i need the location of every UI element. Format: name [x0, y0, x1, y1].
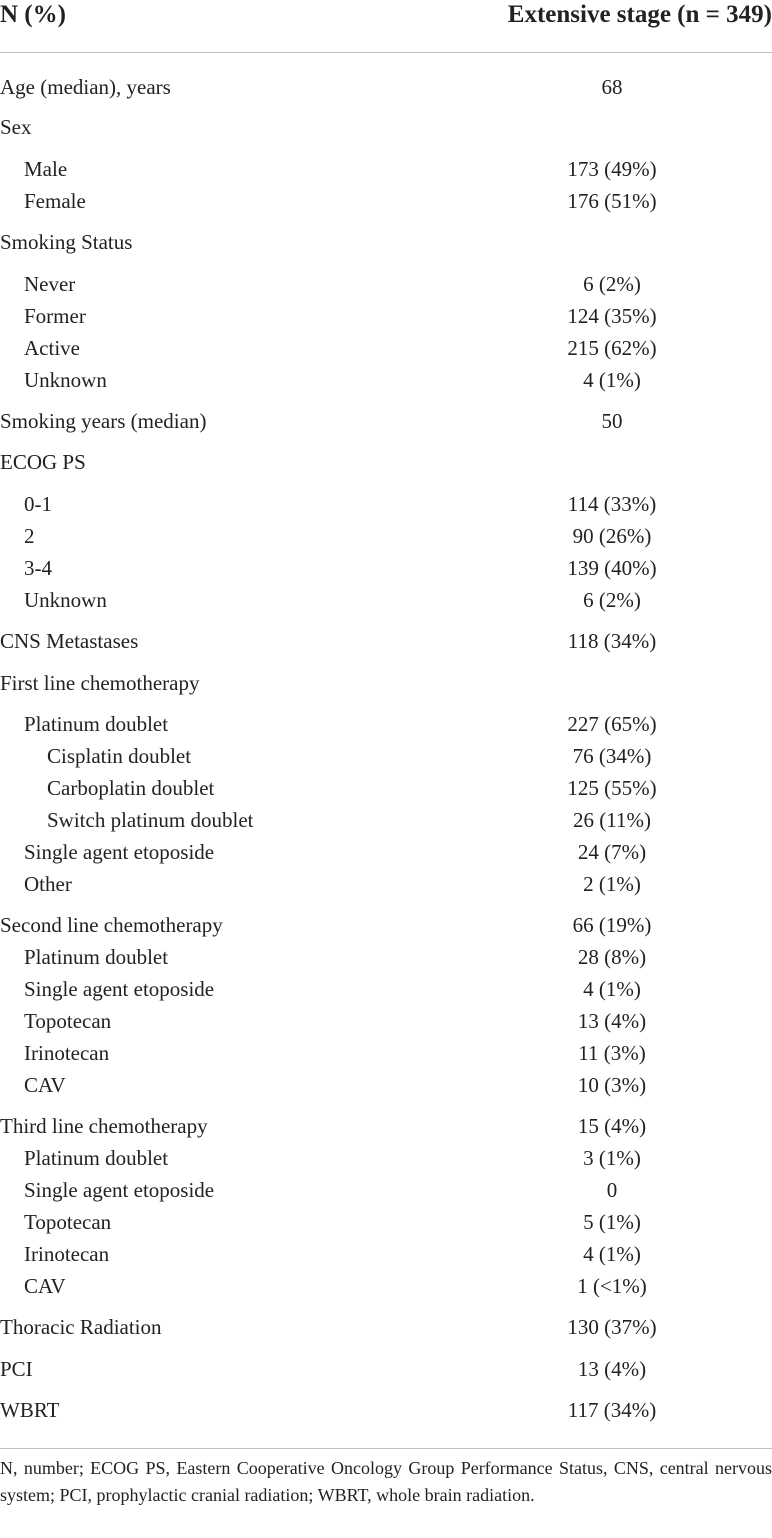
- row-value: 176 (51%): [567, 189, 657, 213]
- table-row: [0, 584, 772, 616]
- row-label: Topotecan: [24, 1009, 112, 1033]
- table-row: [0, 1311, 772, 1343]
- table-row: [0, 552, 772, 584]
- row-label: Irinotecan: [24, 1041, 110, 1065]
- row-value: 26 (11%): [573, 808, 651, 832]
- row-value: 173 (49%): [567, 157, 657, 181]
- table-row: [0, 1394, 772, 1426]
- row-label: Smoking years (median): [0, 409, 207, 433]
- row-label: Cisplatin doublet: [47, 744, 192, 768]
- table-row: [0, 625, 772, 657]
- row-value: 0: [606, 1178, 618, 1202]
- row-value: 6 (2%): [583, 272, 641, 296]
- row-label: CAV: [24, 1274, 66, 1298]
- row-value: 90 (26%): [572, 524, 652, 548]
- row-label: CNS Metastases: [0, 629, 139, 653]
- row-value: 114 (33%): [567, 492, 657, 516]
- row-label: Age (median), years: [0, 75, 171, 99]
- table-row: [0, 1142, 772, 1174]
- table-row: [0, 1069, 772, 1101]
- row-value: 11 (3%): [578, 1041, 646, 1065]
- row-value: 227 (65%): [567, 712, 657, 736]
- row-value: 6 (2%): [583, 588, 641, 612]
- row-label: Unknown: [24, 588, 107, 612]
- row-label: Active: [24, 336, 80, 360]
- row-label: Single agent etoposide: [24, 840, 215, 864]
- table-row: [0, 772, 772, 804]
- row-value: 2 (1%): [583, 872, 641, 896]
- row-value: 24 (7%): [577, 840, 647, 864]
- table-row: [0, 153, 772, 185]
- table-row: [0, 667, 772, 699]
- row-value: 215 (62%): [567, 336, 657, 360]
- row-value: 1 (<1%): [577, 1274, 647, 1298]
- row-label: ECOG PS: [0, 450, 86, 474]
- row-value: 13 (4%): [577, 1009, 647, 1033]
- table-row: [0, 1174, 772, 1206]
- row-label: PCI: [0, 1357, 33, 1381]
- table-row: [0, 909, 772, 941]
- table-row: [0, 1238, 772, 1270]
- row-label: Smoking Status: [0, 230, 133, 254]
- row-label: Carboplatin doublet: [47, 776, 215, 800]
- table-row: [0, 1110, 772, 1142]
- table-row: [0, 740, 772, 772]
- row-label: Thoracic Radiation: [0, 1315, 162, 1339]
- table-row: [0, 185, 772, 217]
- row-label: Platinum doublet: [24, 712, 169, 736]
- row-label: Female: [24, 189, 86, 213]
- row-label: Topotecan: [24, 1210, 112, 1234]
- table-row: [0, 804, 772, 836]
- row-label: First line chemotherapy: [0, 671, 200, 695]
- row-value: 15 (4%): [577, 1114, 647, 1138]
- row-label: Other: [24, 872, 72, 896]
- row-value: 130 (37%): [567, 1315, 657, 1339]
- table-row: [0, 332, 772, 364]
- row-value: 117 (34%): [567, 1398, 657, 1422]
- row-value: 50: [601, 409, 623, 433]
- row-label: 2: [24, 524, 35, 548]
- table-row: [0, 1270, 772, 1302]
- table-row: [0, 71, 772, 103]
- row-value: 118 (34%): [567, 629, 657, 653]
- table-row: [0, 836, 772, 868]
- table-row: [0, 1353, 772, 1385]
- column-header-n-percent: N (%): [0, 1, 66, 28]
- row-label: Male: [24, 157, 68, 181]
- table-row: [0, 405, 772, 437]
- row-value: 66 (19%): [572, 913, 652, 937]
- table-row: [0, 1037, 772, 1069]
- table-row: [0, 488, 772, 520]
- row-label: Platinum doublet: [24, 1146, 169, 1170]
- row-label: Single agent etoposide: [24, 977, 215, 1001]
- table-row: [0, 973, 772, 1005]
- row-value: 10 (3%): [577, 1073, 647, 1097]
- row-label: CAV: [24, 1073, 66, 1097]
- row-value: 68: [601, 75, 623, 99]
- table-row: [0, 868, 772, 900]
- table-row: [0, 520, 772, 552]
- table-row: [0, 708, 772, 740]
- table-header-row: [0, 0, 772, 53]
- table-footnote: N, number; ECOG PS, Eastern Cooperative Oncology Group Performance Status, CNS, central nervous system; PCI, prophylactic cranial radiation; WBRT, whole brain radiation.: [0, 1448, 772, 1509]
- table-row: [0, 226, 772, 258]
- row-value: 28 (8%): [577, 945, 647, 969]
- row-value: 4 (1%): [583, 368, 641, 392]
- row-label: Sex: [0, 115, 32, 139]
- table-row: [0, 1206, 772, 1238]
- table-row: [0, 111, 772, 143]
- row-value: 4 (1%): [583, 977, 641, 1001]
- table-row: [0, 446, 772, 478]
- row-label: Single agent etoposide: [24, 1178, 215, 1202]
- table-row: [0, 1005, 772, 1037]
- table-row: [0, 364, 772, 396]
- row-label: Platinum doublet: [24, 945, 169, 969]
- row-label: Never: [24, 272, 76, 296]
- row-value: 76 (34%): [572, 744, 652, 768]
- row-label: Unknown: [24, 368, 107, 392]
- row-value: 5 (1%): [583, 1210, 641, 1234]
- table-row: [0, 941, 772, 973]
- row-label: 0-1: [24, 492, 52, 516]
- row-value: 124 (35%): [567, 304, 657, 328]
- row-label: Second line chemotherapy: [0, 913, 223, 937]
- table-row: [0, 268, 772, 300]
- row-label: Former: [24, 304, 86, 328]
- row-value: 13 (4%): [577, 1357, 647, 1381]
- row-label: Irinotecan: [24, 1242, 110, 1266]
- row-value: 139 (40%): [567, 556, 657, 580]
- row-value: 125 (55%): [567, 776, 657, 800]
- column-header-extensive-stage: Extensive stage (n = 349): [507, 1, 772, 28]
- table-row: [0, 300, 772, 332]
- row-label: Switch platinum doublet: [47, 808, 254, 832]
- row-value: 4 (1%): [583, 1242, 641, 1266]
- row-value: 3 (1%): [583, 1146, 641, 1170]
- row-label: 3-4: [24, 556, 52, 580]
- row-label: WBRT: [0, 1398, 60, 1422]
- row-label: Third line chemotherapy: [0, 1114, 208, 1138]
